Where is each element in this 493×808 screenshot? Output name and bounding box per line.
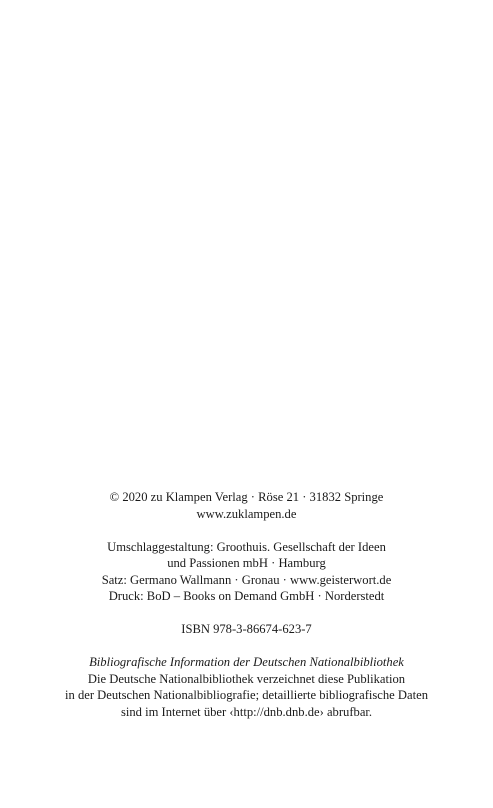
printing-line: Druck: BoD – Books on Demand GmbH · Norderstedt (108, 589, 385, 603)
bibliographic-line-1: Die Deutsche Nationalbibliothek verzeichnet diese Publikation (87, 671, 406, 686)
typesetting-line: Satz: Germano Wallmann · Gronau · www.geisterwort.de (101, 572, 392, 587)
credits-block (0, 539, 493, 605)
copyright-line: © 2020 zu Klampen Verlag · Röse 21 · 31832 Springe (109, 490, 384, 504)
publisher-block (0, 489, 493, 522)
bibliographic-heading: Bibliografische Information der Deutschen Nationalbibliothek (89, 655, 404, 669)
publisher-website: www.zuklampen.de (196, 506, 297, 521)
imprint-block (0, 489, 493, 720)
bibliographic-line-2: in der Deutschen Nationalbibliografie; detaillierte bibliografische Daten (65, 688, 428, 702)
cover-design-line-2: und Passionen mbH · Hamburg (167, 556, 326, 570)
cover-design-line-1: Umschlaggestaltung: Groothuis. Gesellschaft der Ideen (107, 539, 386, 554)
bibliographic-block (0, 654, 493, 720)
isbn-block (0, 621, 493, 638)
bibliographic-line-3: sind im Internet über ‹http://dnb.dnb.de› abrufbar. (120, 704, 373, 719)
isbn-line: ISBN 978-3-86674-623-7 (181, 622, 312, 636)
